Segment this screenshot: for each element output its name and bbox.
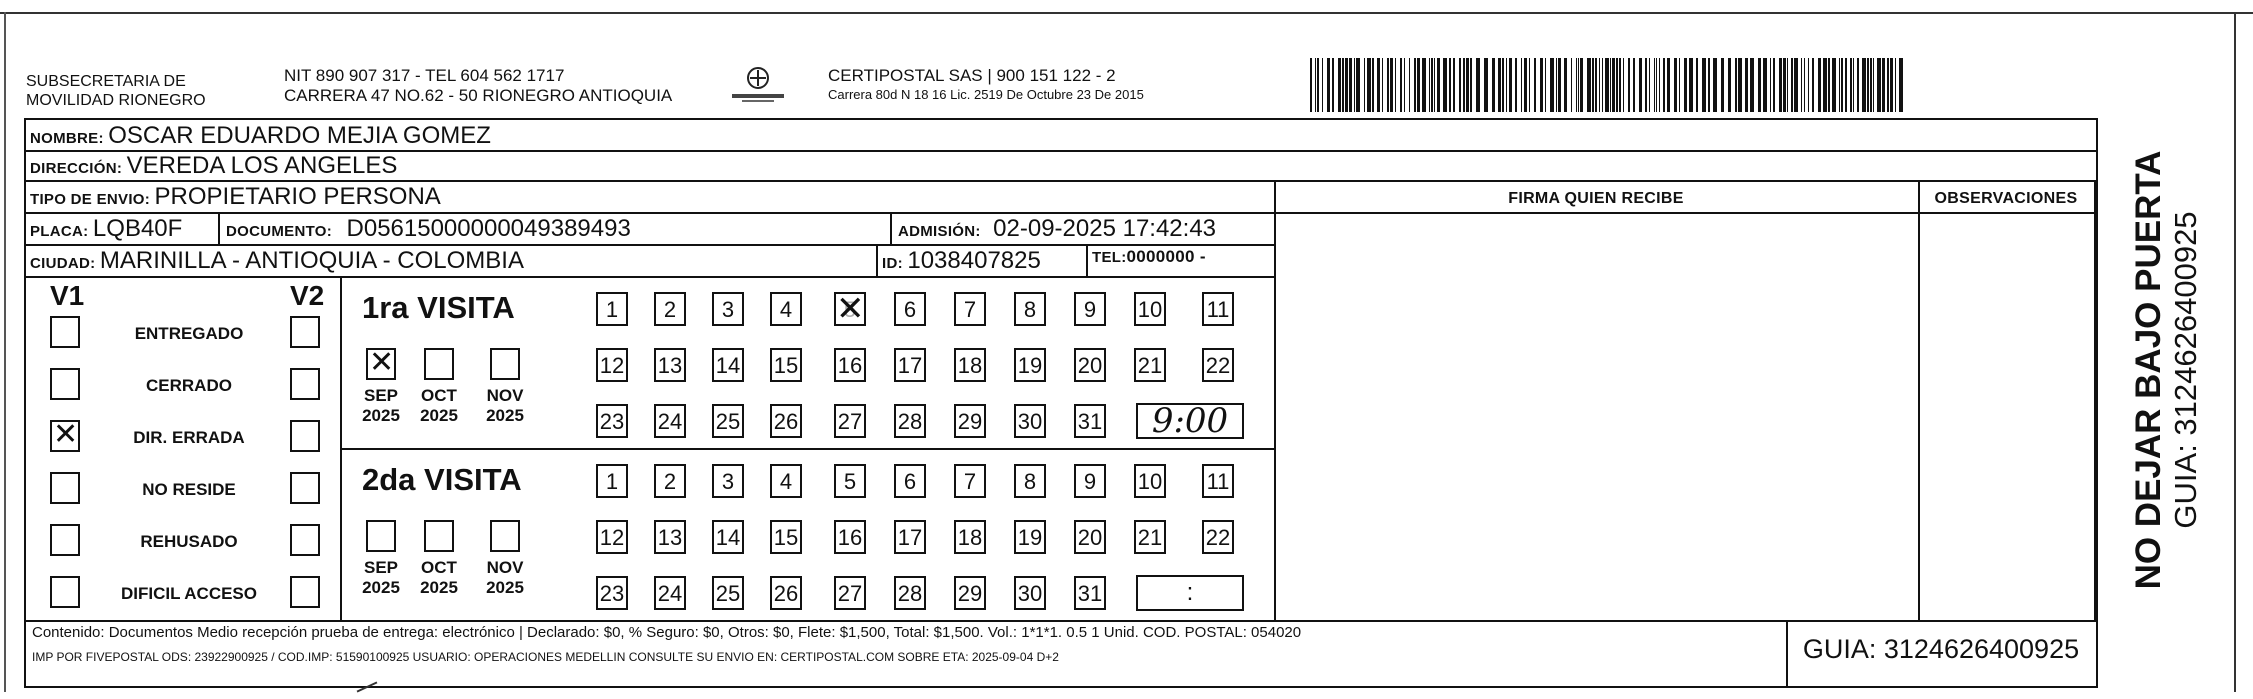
day-box[interactable] [1014,520,1046,554]
side-guia: GUIA: 3124626400925 [2168,211,2203,529]
day-box[interactable] [894,520,926,554]
admision-cell [898,215,1216,243]
day-box[interactable] [770,464,802,498]
nit-line1: NIT 890 907 317 - TEL 604 562 1717 [284,66,565,85]
month-label [358,558,404,598]
direccion-row [30,152,397,180]
v1-checkbox[interactable] [50,472,80,504]
id-cell [882,247,1041,275]
day-number: 4 [779,469,793,494]
v1-checkbox[interactable] [50,524,80,556]
agency-name [26,72,206,110]
v1-header: V1 [50,280,85,311]
id-label: ID: [882,255,903,272]
row-divider [24,244,1276,246]
day-number: 14 [715,353,741,378]
day-box[interactable] [954,292,986,326]
day-box[interactable] [1014,404,1046,438]
month-name: OCT [421,558,457,577]
day-number: 7 [963,469,977,494]
v2-checkbox[interactable] [290,472,320,504]
day-number: 11 [1206,469,1230,494]
row-divider [24,180,2098,182]
nit-line2: CARRERA 47 NO.62 - 50 RIONEGRO ANTIOQUIA [284,86,673,105]
day-box[interactable] [654,464,686,498]
month-year: 2025 [362,406,400,425]
day-number: 3 [721,297,735,322]
agency-line2: MOVILIDAD RIONEGRO [26,92,206,109]
barcode [1310,58,1910,112]
day-number: 3 [721,469,735,494]
placa-cell [30,215,182,243]
day-number: 2 [663,469,677,494]
nombre-value: OSCAR EDUARDO MEJIA GOMEZ [108,122,491,149]
day-box[interactable] [1014,292,1046,326]
v2-checkbox[interactable] [290,524,320,556]
visit-time[interactable]: 9:00 [1136,403,1244,439]
documento-value: D05615000000049389493 [346,215,631,242]
day-number: 6 [903,297,917,322]
day-box[interactable] [1202,464,1234,498]
day-number: 23 [599,581,625,606]
day-box[interactable] [1014,348,1046,382]
month-label [416,386,462,426]
tipo-value: PROPIETARIO PERSONA [154,183,441,210]
status-label: ENTREGADO [134,324,244,343]
day-number: 26 [773,409,799,434]
firma-divider [1274,180,1276,620]
footer-guia: GUIA: 3124626400925 [1802,634,2080,664]
day-box[interactable] [834,292,866,326]
day-box[interactable] [596,292,628,326]
day-box[interactable] [654,576,686,610]
day-box[interactable] [894,576,926,610]
visit-title: 1ra VISITA [362,290,515,325]
nombre-row [30,122,491,150]
day-number: 25 [715,409,741,434]
day-number: 31 [1077,581,1103,606]
day-number: 22 [1205,353,1231,378]
tel-cell [1092,247,1206,267]
day-box[interactable] [712,576,744,610]
direccion-value: VEREDA LOS ANGELES [126,152,398,179]
day-box[interactable] [834,464,866,498]
v2-checkbox[interactable] [290,316,320,348]
day-box[interactable] [1202,292,1234,326]
day-number: 10 [1137,469,1163,494]
month-checkbox[interactable] [424,348,454,380]
day-number: 18 [957,525,983,550]
day-number: 29 [957,409,983,434]
day-number: 25 [715,581,741,606]
page-border-left [4,12,6,692]
v1-checkbox[interactable] [50,420,80,452]
day-box[interactable] [834,520,866,554]
status-label: DIR. ERRADA [133,428,245,447]
month-label [358,386,404,426]
day-box[interactable] [894,404,926,438]
day-number: 15 [773,353,799,378]
day-box[interactable] [770,520,802,554]
day-number: 8 [1023,469,1037,494]
day-number: 27 [837,409,863,434]
footer-imp: IMP POR FIVEPOSTAL ODS: 23922900925 / COD.IMP: 51590100925 USUARIO: OPERACIONES MEDELLIN CONSULTE SU ENVIO EN: CERTIPOSTAL.COM SOBRE ETA: 2025-09-04 D+2 [32,650,1059,664]
status-label: REHUSADO [140,532,238,551]
month-year: 2025 [486,578,524,597]
day-number: 12 [599,525,625,550]
documento-label: DOCUMENTO: [226,223,333,240]
visit-time[interactable]: : [1136,575,1244,611]
month-label [416,558,462,598]
day-box[interactable] [770,292,802,326]
day-number: 21 [1137,353,1163,378]
v1-checkbox[interactable] [50,316,80,348]
obs-divider [1918,180,1920,620]
documento-cell [226,215,631,243]
day-number: 7 [963,297,977,322]
day-number: 9 [1083,297,1097,322]
tipo-label: TIPO DE ENVIO: [30,191,151,208]
placa-label: PLACA: [30,223,89,240]
day-number: 16 [837,525,863,550]
tel-value: 0000000 - [1126,247,1206,266]
day-box[interactable] [1074,404,1106,438]
day-box[interactable] [596,576,628,610]
admision-label: ADMISIÓN: [898,223,981,240]
day-box[interactable] [954,404,986,438]
certipostal-logo-icon [728,64,788,106]
id-value: 1038407825 [907,247,1041,274]
day-number: 11 [1206,297,1230,322]
day-box[interactable] [712,520,744,554]
status-label: CERRADO [146,376,232,395]
day-number: 15 [773,525,799,550]
tipo-row [30,183,441,211]
month-checkbox[interactable] [490,520,520,552]
month-name: SEP [363,386,399,405]
day-number: 27 [837,581,863,606]
month-name: OCT [421,386,457,405]
v2-header: V2 [290,280,325,311]
day-box[interactable] [1074,464,1106,498]
day-box[interactable] [834,348,866,382]
day-box[interactable] [834,576,866,610]
day-box[interactable] [654,292,686,326]
v2-checkbox[interactable] [290,420,320,452]
courier-block [828,66,1144,104]
direccion-label: DIRECCIÓN: [30,160,123,177]
day-box[interactable] [654,404,686,438]
day-box[interactable] [954,576,986,610]
day-box[interactable] [1134,348,1166,382]
day-number: 29 [957,581,983,606]
month-checkbox[interactable] [490,348,520,380]
day-box[interactable] [596,520,628,554]
courier-line1: CERTIPOSTAL SAS | 900 151 122 - 2 [828,66,1116,85]
day-number: 9 [1083,469,1097,494]
day-number: 28 [897,581,923,606]
v2-checkbox[interactable] [290,368,320,400]
side-text [2098,140,2234,600]
ciudad-label: CIUDAD: [30,255,96,272]
day-box[interactable] [1014,576,1046,610]
footer-contenido: Contenido: Documentos Medio recepción prueba de entrega: electrónico | Declarado: $0, % Seguro: $0, Otros: $0, Flete: $1,500, Total: $1,500. Vol.: 1*1*1. 0.5 1 Unid. COD. POSTAL: 054020 [32,624,1302,641]
admision-value: 02-09-2025 17:42:43 [993,215,1217,242]
day-number: 31 [1077,409,1103,434]
day-number: 19 [1017,353,1043,378]
day-number: 13 [657,353,683,378]
placa-divider [218,212,220,244]
day-box[interactable] [894,464,926,498]
day-box[interactable] [596,348,628,382]
month-year: 2025 [486,406,524,425]
day-box[interactable] [712,292,744,326]
day-box[interactable] [770,348,802,382]
row-divider [24,212,2098,214]
ciudad-cell [30,247,524,275]
day-box[interactable] [1074,292,1106,326]
day-box[interactable] [770,576,802,610]
day-number: 5 [843,297,857,322]
firma-label: FIRMA QUIEN RECIBE [1508,190,1684,207]
day-box[interactable] [596,404,628,438]
day-box[interactable] [1074,520,1106,554]
month-checkbox[interactable] [424,520,454,552]
day-number: 28 [897,409,923,434]
month-name: NOV [486,558,524,577]
day-number: 17 [897,353,923,378]
obs-label: OBSERVACIONES [1934,190,2078,207]
day-number: 24 [657,409,683,434]
day-number: 4 [779,297,793,322]
status-label: DIFICIL ACCESO [120,584,257,603]
month-checkbox[interactable] [366,520,396,552]
courier-line2: Carrera 80d N 18 16 Lic. 2519 De Octubre 23 De 2015 [828,87,1144,102]
day-number: 20 [1077,353,1103,378]
day-number: 16 [837,353,863,378]
day-number: 30 [1017,581,1043,606]
tel-divider [1086,244,1088,276]
day-box[interactable] [894,292,926,326]
day-number: 8 [1023,297,1037,322]
day-box[interactable] [1074,348,1106,382]
day-box[interactable] [834,404,866,438]
row-divider [24,276,1276,278]
day-number: 1 [605,469,619,494]
day-box[interactable] [1202,348,1234,382]
nombre-label: NOMBRE: [30,130,104,147]
day-number: 10 [1137,297,1163,322]
id-divider [876,244,878,276]
day-number: 24 [657,581,683,606]
page-border-right [2234,12,2236,692]
placa-value: LQB40F [92,215,183,242]
month-checkbox[interactable] [366,348,396,380]
day-box[interactable] [1202,520,1234,554]
day-box[interactable] [1134,520,1166,554]
month-label [482,558,528,598]
v1-checkbox[interactable] [50,576,80,608]
nit-block [284,66,672,106]
day-box[interactable] [712,348,744,382]
day-box[interactable] [894,348,926,382]
admision-divider [890,212,892,244]
day-box[interactable] [712,464,744,498]
day-number: 30 [1017,409,1043,434]
day-number: 14 [715,525,741,550]
day-box[interactable] [712,404,744,438]
month-name: SEP [363,558,399,577]
day-number: 1 [605,297,619,322]
agency-line1: SUBSECRETARIA DE [26,73,186,90]
day-number: 20 [1077,525,1103,550]
month-name: NOV [486,386,524,405]
day-box[interactable] [1074,576,1106,610]
day-number: 17 [897,525,923,550]
day-box[interactable] [954,520,986,554]
day-number: 6 [903,469,917,494]
obs-divider-right [2094,180,2096,620]
ciudad-value: MARINILLA - ANTIOQUIA - COLOMBIA [99,247,524,274]
month-year: 2025 [420,406,458,425]
day-box[interactable] [954,464,986,498]
status-label: NO RESIDE [142,480,236,499]
day-number: 23 [599,409,625,434]
day-box[interactable] [596,464,628,498]
day-number: 19 [1017,525,1043,550]
day-number: 21 [1137,525,1163,550]
day-number: 2 [663,297,677,322]
day-number: 13 [657,525,683,550]
day-box[interactable] [1134,292,1166,326]
v1-checkbox[interactable] [50,368,80,400]
page-border-top [0,12,2253,14]
day-box[interactable] [1134,464,1166,498]
tel-label: TEL: [1092,249,1127,266]
day-number: 5 [843,469,857,494]
day-box[interactable] [954,348,986,382]
month-label [482,386,528,426]
day-box[interactable] [1014,464,1046,498]
month-year: 2025 [362,578,400,597]
day-number: 26 [773,581,799,606]
day-box[interactable] [654,348,686,382]
visit-title: 2da VISITA [362,462,522,497]
day-number: 18 [957,353,983,378]
day-number: 22 [1205,525,1231,550]
month-year: 2025 [420,578,458,597]
v2-checkbox[interactable] [290,576,320,608]
day-number: 12 [599,353,625,378]
no-dejar-warning: NO DEJAR BAJO PUERTA [2129,150,2168,590]
visit-divider [340,448,1274,450]
day-box[interactable] [654,520,686,554]
day-box[interactable] [770,404,802,438]
